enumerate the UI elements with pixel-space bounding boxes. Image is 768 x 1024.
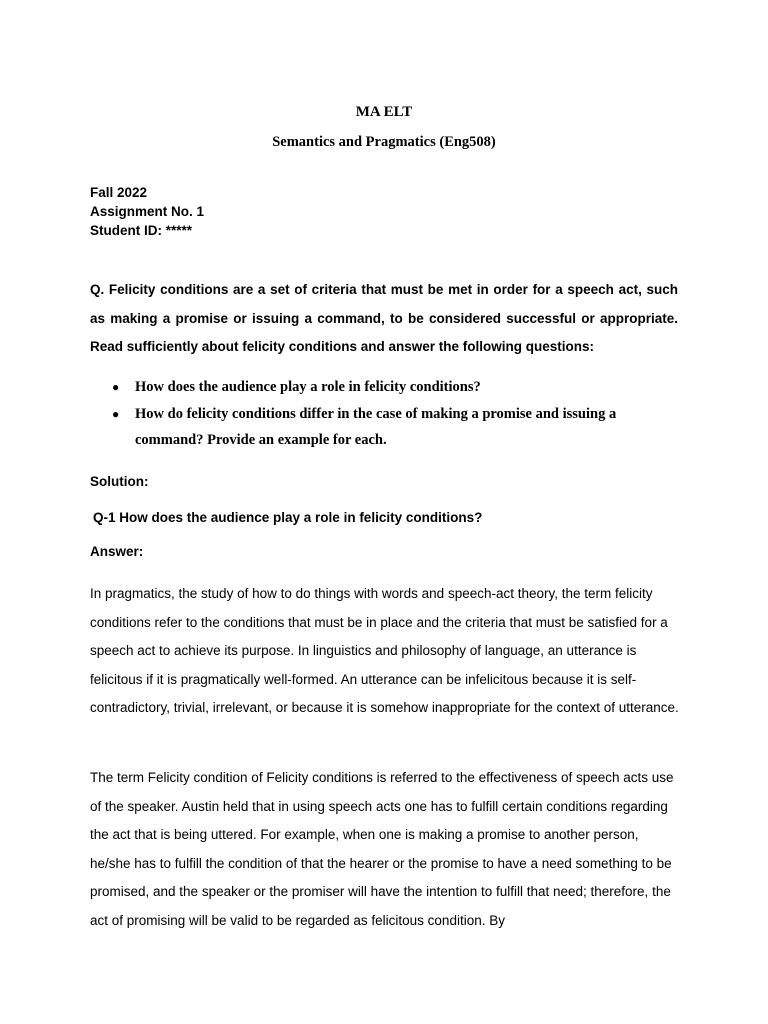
bullet-dot-icon: ● xyxy=(112,407,120,421)
question-text: Q. Felicity conditions are a set of criteria that must be met in order for a speech act, such as making a promise or issuing a command, to be considered successful or appropriate. Read sufficiently about felicity conditions and answer the following questions: xyxy=(90,282,678,354)
course-subtitle xyxy=(0,134,768,151)
term-label: Fall 2022 xyxy=(90,185,148,200)
answer-paragraph-1: In pragmatics, the study of how to do things with words and speech-act theory, the term felicity conditions refer to the conditions that must be in place and the criteria that must be satisfied for a speech act to achieve its purpose. In linguistics and philosophy of language, an utterance is felicitous if it is pragmatically well-formed. An utterance can be infelicitous because it is self-contradictory, trivial, irrelevant, or because it is somehow inappropriate for the context of utterance. xyxy=(90,586,679,715)
answer-label: Answer: xyxy=(90,544,144,559)
bullet-dot-icon: ● xyxy=(112,380,120,394)
course-code: (Eng508) xyxy=(439,134,496,150)
bullet-item xyxy=(90,401,678,453)
assignment-meta xyxy=(90,183,204,240)
course-name: Semantics and Pragmatics xyxy=(272,134,436,150)
question-bullet-list xyxy=(90,374,678,454)
document-title: MA ELT xyxy=(355,104,413,120)
bullet-item xyxy=(90,374,678,400)
bullet-text: How does the audience play a role in felicity conditions? xyxy=(135,379,481,395)
q1-heading: Q-1 How does the audience play a role in felicity conditions? xyxy=(93,510,483,525)
assignment-number: Assignment No. 1 xyxy=(90,204,205,219)
answer-paragraph-2: The term Felicity condition of Felicity conditions is referred to the effectiveness of speech acts use of the speaker. Austin held that in using speech acts one has to fulfill certain conditions regarding the act that is being uttered. For example, when one is making a promise to another person, he/she has to fulfill the condition of that the hearer or the promise to have a need something to be promised, and the speaker or the promiser will have the intention to fulfill that need; therefore, the act of promising will be valid to be regarded as felicitous condition. By xyxy=(90,770,674,928)
solution-label: Solution: xyxy=(90,474,149,489)
bullet-text: How do felicity conditions differ in the case of making a promise and issuing a command? Provide an example for each. xyxy=(135,406,617,448)
student-id: Student ID: ***** xyxy=(90,223,193,238)
